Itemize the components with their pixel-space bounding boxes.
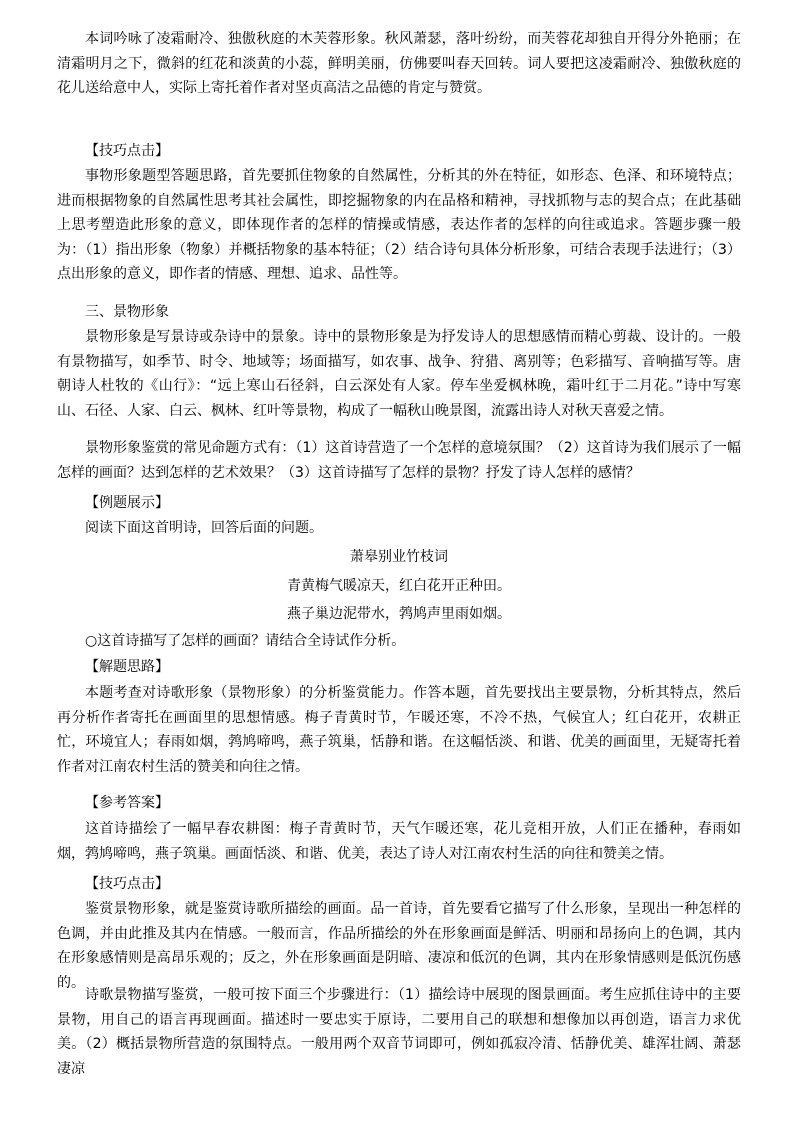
- solution-heading: [57, 655, 741, 680]
- section-heading: 【例题展示】: [85, 495, 169, 511]
- paragraph: 这首诗描绘了一幅早春农耕图：梅子青黄时节，天气乍暖还寒，花儿竞相开放，人们正在播种，春雨如烟，鹁鸠啼鸣，燕子筑巢。画面恬淡、和谐、优美，表达了诗人对江南农村生活的向往和赞美之情。: [57, 821, 741, 862]
- scenery-paragraph-2: [57, 436, 741, 485]
- paragraph: 景物形象鉴赏的常见命题方式有：（1）这首诗营造了一个怎样的意境氛围？（2）这首诗为我们展示了一幅怎样的画面？达到怎样的艺术效果？（3）这首诗描写了怎样的景物？抒发了诗人怎样的感情？: [57, 440, 741, 481]
- answer-heading: [57, 791, 741, 816]
- paragraph: 诗歌景物描写鉴赏，一般可按下面三个步骤进行：（1）描绘诗中展现的图景画面。考生应抓住诗中的主要景物，用自己的语言再现画面。描述时一要忠实于原诗，二要用自己的联想和想像加以再创造，语言力求优美。（2）概括景物所营造的氛围特点。一般用两个双音节词即可，例如孤寂冷清、恬静优美、雄浑壮阔、萧瑟凄凉: [57, 987, 741, 1077]
- scenery-paragraph-1: [57, 325, 741, 423]
- tips-heading-1: [57, 139, 741, 164]
- section-heading: 【解题思路】: [85, 659, 169, 675]
- tips-paragraph-1: [57, 164, 741, 287]
- poem-title: 萧皋别业竹枝词: [350, 549, 448, 565]
- paragraph: 景物形象是写景诗或杂诗中的景象。诗中的景物形象是为抒发诗人的思想感情而精心剪裁、设计的。一般有景物描写，如季节、时令、地域等；场面描写，如农事、战争、狩猎、离别等；色彩描写、音响描写等。唐朝诗人杜牧的《山行》：“远上寒山石径斜，白云深处有人家。停车坐爱枫林晚，霜叶红于二月花。”诗中写寒山、石径、人家、白云、枫林、红叶等景物，构成了一幅秋山晚景图，流露出诗人对秋天喜爱之情。: [57, 329, 741, 419]
- paragraph: 本题考查对诗歌形象（景物形象）的分析鉴赏能力。作答本题，首先要找出主要景物，分析其特点，然后再分析作者寄托在画面里的思想情感。梅子青黄时节，乍暖还寒，不冷不热，气候宜人；红白花开，农耕正忙，环境宜人；春雨如烟，鹁鸠啼鸣，燕子筑巢，恬静和谐。在这幅恬淡、和谐、优美的画面里，无疑寄托着作者对江南农村生活的赞美和向往之情。: [57, 685, 741, 775]
- tips-paragraph-3: [57, 983, 741, 1081]
- example-instruction: [57, 516, 741, 541]
- intro-paragraph: [57, 27, 741, 101]
- question-text: ○这首诗描写了怎样的画面？请结合全诗试作分析。: [85, 633, 406, 649]
- section-heading: 【参考答案】: [85, 795, 169, 811]
- paragraph: 事物形象题型答题思路，首先要抓住物象的自然属性，分析其的外在特征，如形态、色泽、和环境特点；进而根据物象的自然属性思考其社会属性，即挖掘物象的内在品格和精神，寻找抓物与志的契合点；在此基础上思考塑造此形象的意义，即体现作者的怎样的情操或情感，表达作者的怎样的向往或追求。答题步骤一般为：（1）指出形象（物象）并概括物象的基本特征；（2）结合诗句具体分析形象，可结合表现手法进行；（3）点出形象的意义，即作者的情感、理想、追求、品性等。: [57, 168, 741, 283]
- solution-paragraph: [57, 681, 741, 779]
- answer-paragraph: [57, 817, 741, 866]
- scenery-heading: [57, 300, 741, 325]
- example-heading: [57, 491, 741, 516]
- paragraph: 阅读下面这首明诗，回答后面的问题。: [85, 520, 323, 536]
- poem: [57, 545, 741, 627]
- paragraph: 本词吟咏了凌霜耐冷、独傲秋庭的木芙蓉形象。秋风萧瑟，落叶纷纷，而芙蓉花却独自开得分外艳丽；在清霜明月之下，微斜的红花和淡黄的小蕊，鲜明美丽，仿佛要叫春天回转。词人要把这凌霜耐冷、独傲秋庭的花儿送给意中人，实际上寄托着作者对坚贞高洁之品德的肯定与赞赏。: [57, 31, 741, 97]
- section-heading: 【技巧点击】: [85, 876, 169, 892]
- poem-line: 青黄梅气暖凉天，红白花开正种田。: [287, 577, 511, 594]
- tips-heading-2: [57, 872, 741, 897]
- section-heading: 【技巧点击】: [85, 143, 169, 159]
- poem-line: 燕子巢边泥带水，鹁鸠声里雨如烟。: [287, 606, 511, 623]
- section-heading: 三、景物形象: [85, 304, 169, 320]
- question: [57, 629, 741, 654]
- tips-paragraph-2: [57, 897, 741, 995]
- paragraph: 鉴赏景物形象，就是鉴赏诗歌所描绘的画面。品一首诗，首先要看它描写了什么形象，呈现出一种怎样的色调，并由此推及其内在情感。一般而言，作品所描绘的外在形象画面是鲜活、明丽和昂扬向上的色调，其内在形象感情则是高昂乐观的；反之，外在形象画面是阴暗、凄凉和低沉的色调，其内在形象情感则是低沉伤感的。: [57, 901, 741, 991]
